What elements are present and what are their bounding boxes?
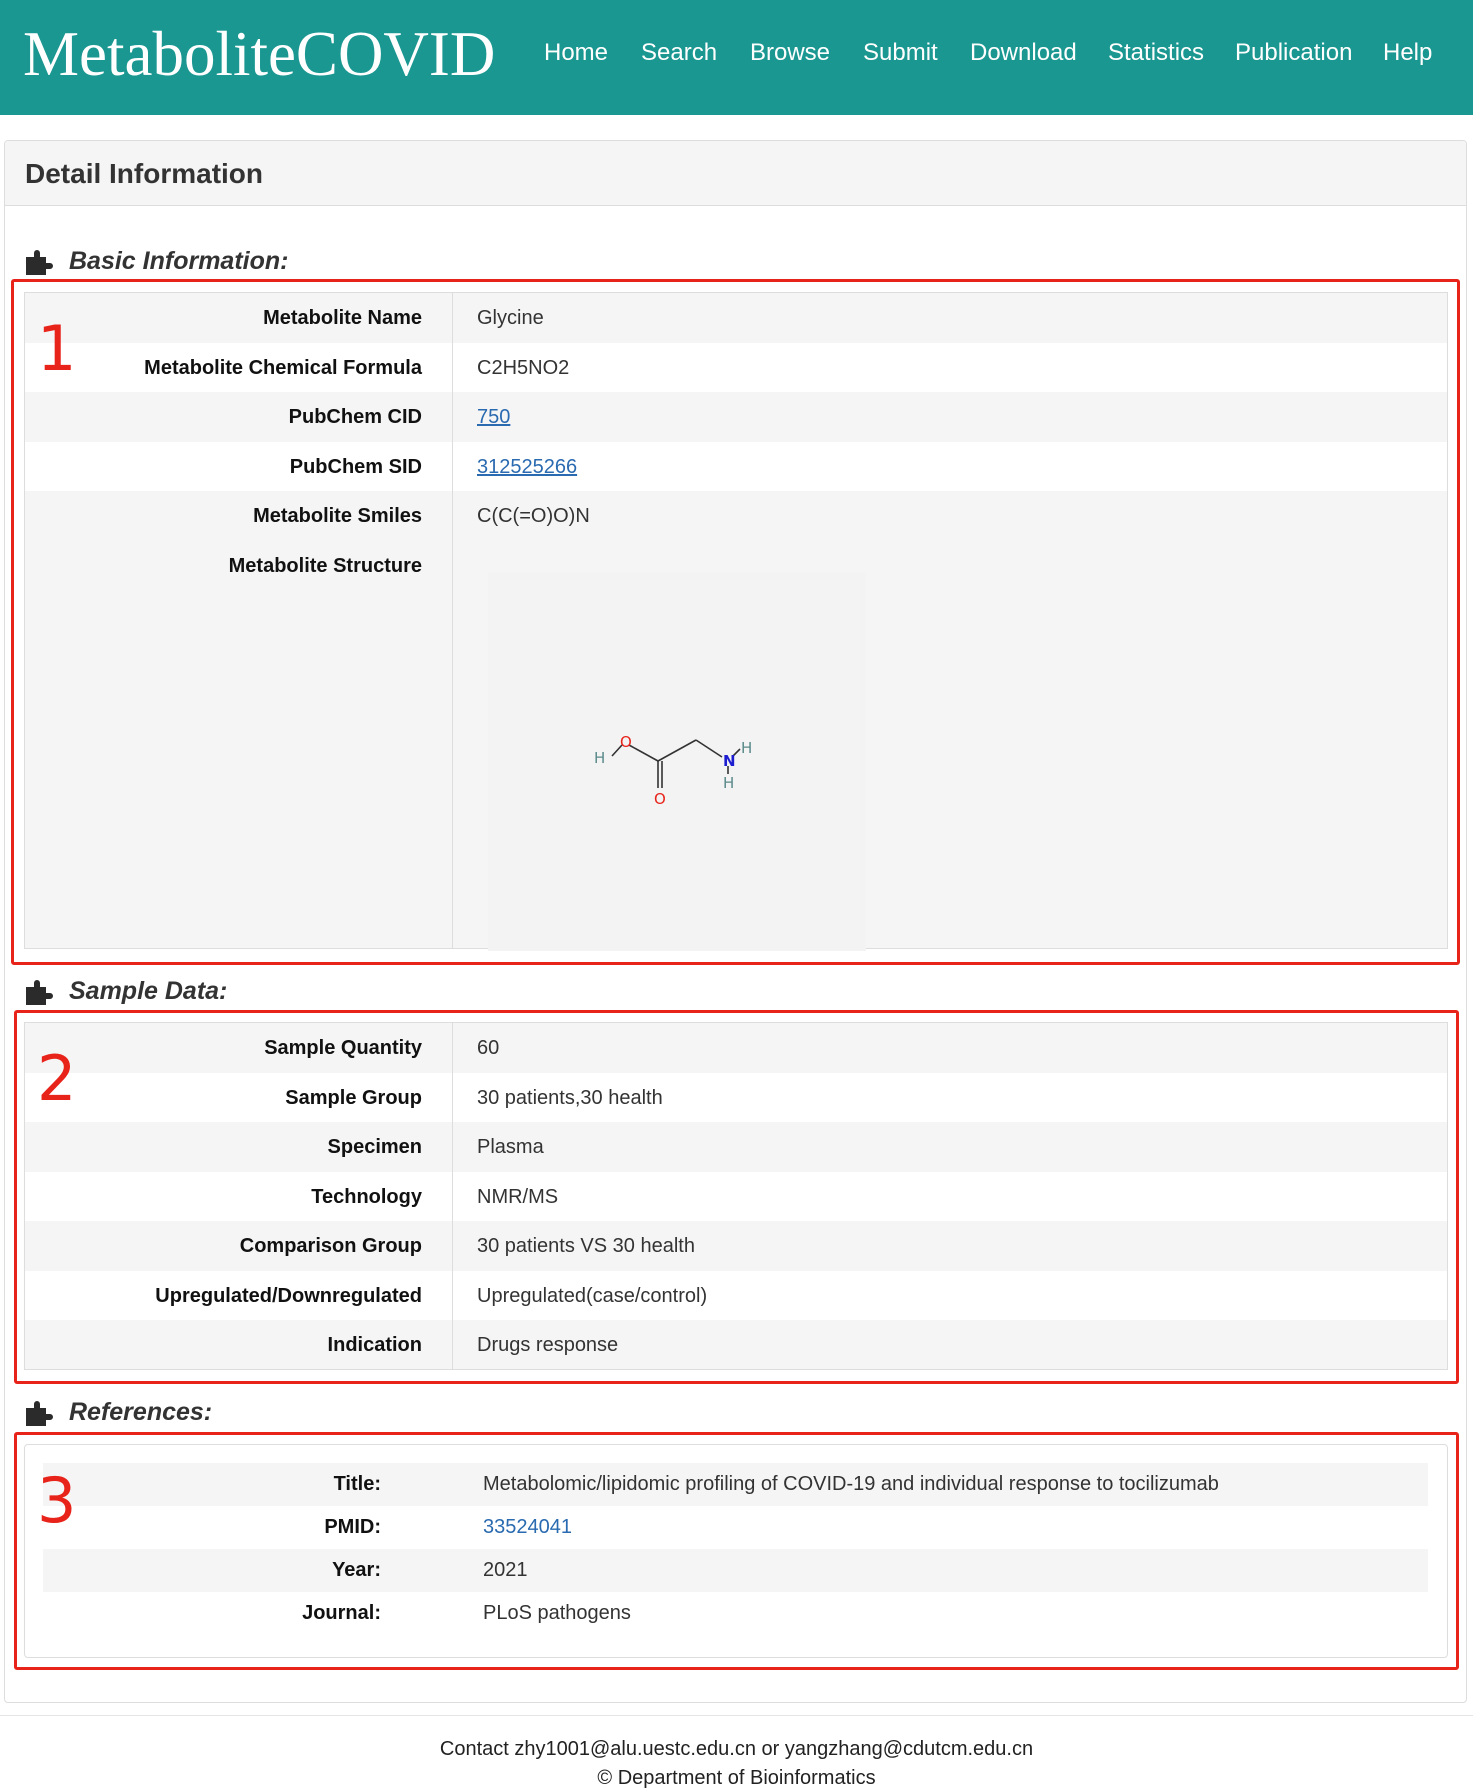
panel-title: Detail Information xyxy=(25,158,264,189)
sample-data-title: Sample Data: xyxy=(69,977,228,1005)
nitrogen-label: N xyxy=(723,752,736,770)
top-navbar xyxy=(0,0,1473,115)
reference-year-value: 2021 xyxy=(483,1559,528,1581)
annotation-number-2: 2 xyxy=(37,1042,77,1115)
nav-home[interactable]: Home xyxy=(544,39,609,66)
puzzle-icon xyxy=(24,1398,54,1428)
nav-publication[interactable]: Publication xyxy=(1235,39,1353,66)
row-label: Metabolite Name xyxy=(263,307,422,329)
nav-download[interactable]: Download xyxy=(970,39,1077,66)
puzzle-icon xyxy=(24,247,54,277)
row-value: 60 xyxy=(477,1037,500,1059)
basic-info-title: Basic Information: xyxy=(69,247,289,275)
reference-label: PMID: xyxy=(324,1516,381,1538)
row-label: Sample Group xyxy=(285,1087,422,1109)
row-label: Technology xyxy=(311,1186,422,1208)
row-label: Sample Quantity xyxy=(264,1037,422,1059)
oxygen-label: O xyxy=(620,733,632,751)
row-label: Indication xyxy=(327,1334,422,1356)
nav-statistics[interactable]: Statistics xyxy=(1108,39,1205,66)
row-value: Upregulated(case/control) xyxy=(477,1285,708,1307)
pubchem-sid-link[interactable]: 312525266 xyxy=(477,456,578,478)
reference-label: Title: xyxy=(333,1473,381,1495)
hydrogen-label: H xyxy=(594,749,606,767)
pubchem-cid-link[interactable]: 750 xyxy=(477,406,511,428)
site-logo[interactable]: MetaboliteCOVID xyxy=(23,19,496,89)
row-value: Plasma xyxy=(477,1136,544,1158)
footer-copyright: © Department of Bioinformatics xyxy=(597,1767,876,1789)
row-label: Metabolite Structure xyxy=(228,555,422,577)
reference-label: Year: xyxy=(332,1559,381,1581)
reference-label: Journal: xyxy=(302,1602,381,1624)
annotation-number-1: 1 xyxy=(37,312,77,385)
row-label: Metabolite Chemical Formula xyxy=(144,357,422,379)
row-value: 30 patients,30 health xyxy=(477,1087,663,1109)
reference-journal-value: PLoS pathogens xyxy=(483,1602,631,1624)
row-label: PubChem SID xyxy=(289,456,422,478)
annotation-box-1 xyxy=(11,279,1460,965)
metabolite-name-value: Glycine xyxy=(477,307,544,329)
nav-browse[interactable]: Browse xyxy=(750,39,831,66)
row-label: Upregulated/Downregulated xyxy=(155,1285,422,1307)
row-label: Comparison Group xyxy=(239,1235,422,1257)
nav-submit[interactable]: Submit xyxy=(863,39,938,66)
annotation-box-2 xyxy=(14,1010,1459,1384)
row-label: Specimen xyxy=(327,1136,422,1158)
oxygen-label: O xyxy=(654,790,666,808)
hydrogen-label: H xyxy=(723,774,735,792)
hydrogen-label: H xyxy=(741,739,753,757)
footer-contact: Contact zhy1001@alu.uestc.edu.cn or yangzhang@cdutcm.edu.cn xyxy=(439,1738,1034,1760)
row-value: NMR/MS xyxy=(477,1186,559,1208)
chemical-formula-value: C2H5NO2 xyxy=(477,357,570,379)
pmid-link[interactable]: 33524041 xyxy=(483,1516,572,1538)
annotation-box-3 xyxy=(14,1432,1459,1670)
row-label: Metabolite Smiles xyxy=(253,505,422,527)
smiles-value: C(C(=O)O)N xyxy=(477,505,590,527)
footer-divider xyxy=(0,1715,1473,1716)
row-value: Drugs response xyxy=(477,1334,619,1356)
annotation-number-3: 3 xyxy=(37,1464,77,1537)
row-label: PubChem CID xyxy=(288,406,422,428)
row-value: 30 patients VS 30 health xyxy=(477,1235,695,1257)
panel-heading xyxy=(5,141,1466,206)
nav-search[interactable]: Search xyxy=(641,39,718,66)
reference-title-value: Metabolomic/lipidomic profiling of COVID-19 and individual response to tocilizumab xyxy=(483,1473,1219,1495)
nav-help[interactable]: Help xyxy=(1383,39,1433,66)
references-title: References: xyxy=(69,1398,213,1426)
puzzle-icon xyxy=(24,977,54,1007)
